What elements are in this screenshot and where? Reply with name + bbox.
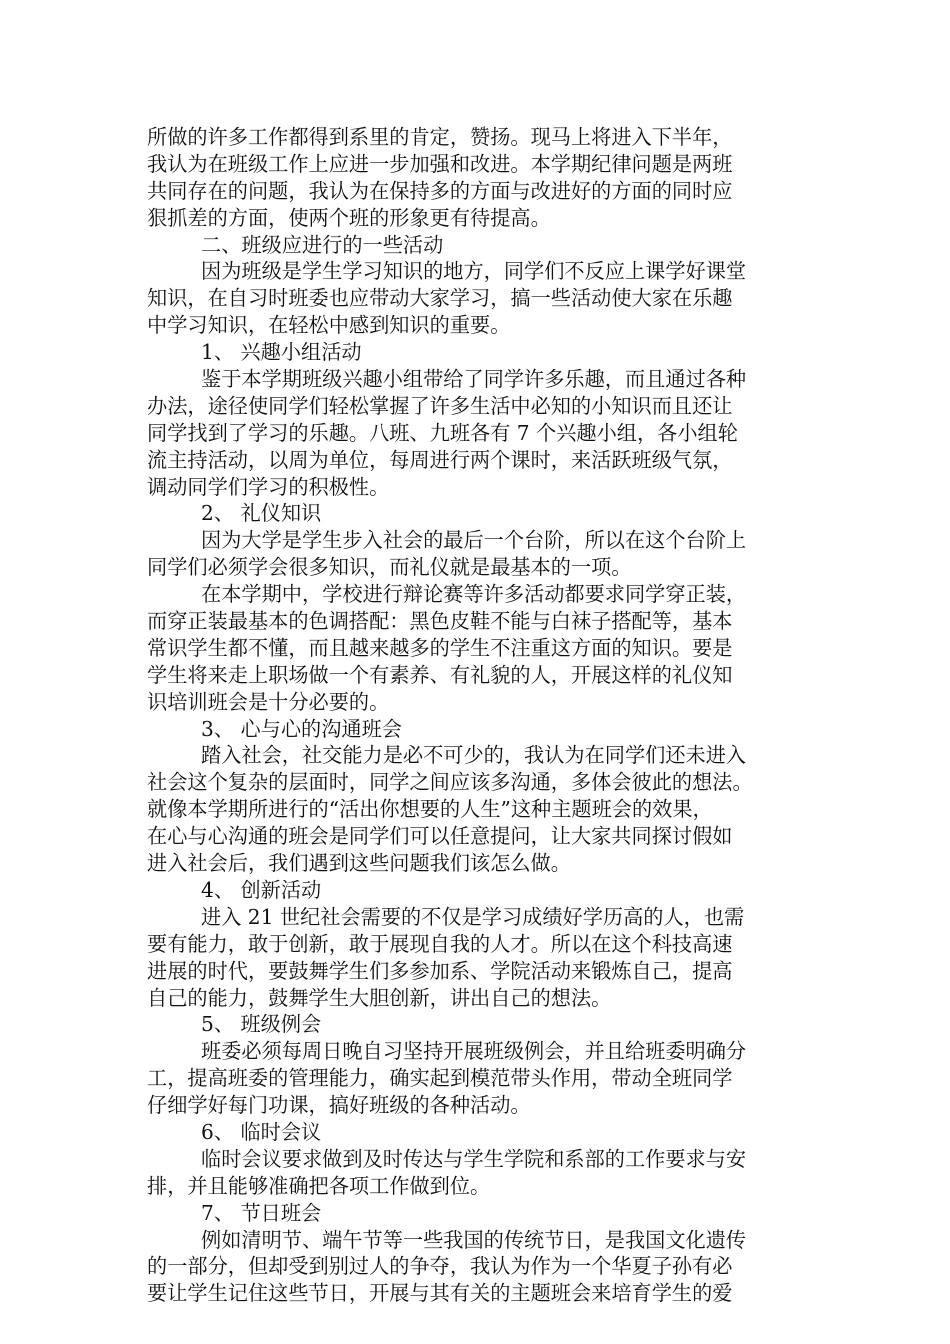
document-page (147, 124, 809, 1307)
paragraph-first-line: 班委必须每周日晚自习坚持开展班级例会，并且给班委明确分 (201, 1039, 747, 1064)
body-line: 进入社会后，我们遇到这些问题我们该怎么做。 (147, 851, 571, 876)
subsection-heading: 1、 兴趣小组活动 (201, 340, 362, 365)
paragraph-first-line: 例如清明节、端午节等一些我国的传统节日，是我国文化遗传 (201, 1227, 747, 1252)
body-line: 工，提高班委的管理能力，确实起到模范带头作用，带动全班同学 (147, 1066, 733, 1091)
section-heading: 二、班级应进行的一些活动 (201, 232, 444, 257)
paragraph-first-line: 因为大学是学生步入社会的最后一个台阶，所以在这个台阶上 (201, 528, 747, 553)
body-line: 中学习知识，在轻松中感到知识的重要。 (147, 313, 511, 338)
body-line: 办法，途径使同学们轻松掌握了许多生活中必知的小知识而且还让 (147, 393, 733, 418)
body-line: 流主持活动，以周为单位，每周进行两个课时，来活跃班级气氛， (147, 447, 733, 472)
body-line: 狠抓差的方面，使两个班的形象更有待提高。 (147, 205, 551, 230)
subsection-heading: 6、 临时会议 (201, 1119, 322, 1144)
subsection-heading: 7、 节日班会 (201, 1200, 322, 1225)
body-line: 仔细学好每门功课，搞好班级的各种活动。 (147, 1093, 531, 1118)
body-line: 排，并且能够准确把各项工作做到位。 (147, 1173, 491, 1198)
body-line: 而穿正装最基本的色调搭配：黑色皮鞋不能与白袜子搭配等，基本 (147, 609, 733, 634)
body-line: 进展的时代，要鼓舞学生们多参加系、学院活动来锻炼自己，提高 (147, 958, 733, 983)
body-line: 社会这个复杂的层面时，同学之间应该多沟通，多体会彼此的想法。 (147, 770, 753, 795)
body-line: 共同存在的问题，我认为在保持多的方面与改进好的方面的同时应 (147, 178, 733, 203)
body-line: 知识，在自习时班委也应带动大家学习，搞一些活动使大家在乐趣 (147, 286, 733, 311)
paragraph-first-line: 因为班级是学生学习知识的地方，同学们不反应上课学好课堂 (201, 259, 747, 284)
paragraph-first-line: 进入 21 世纪社会需要的不仅是学习成绩好学历高的人，也需 (201, 904, 745, 929)
paragraph-first-line: 鉴于本学期班级兴趣小组带给了同学许多乐趣，而且通过各种 (201, 367, 747, 392)
body-line: 同学们必须学会很多知识，而礼仪就是最基本的一项。 (147, 555, 632, 580)
body-line: 常识学生都不懂，而且越来越多的学生不注重这方面的知识。要是 (147, 635, 733, 660)
subsection-heading: 3、 心与心的沟通班会 (201, 716, 402, 741)
paragraph-first-line: 临时会议要求做到及时传达与学生学院和系部的工作要求与安 (201, 1146, 747, 1171)
body-line: 我认为在班级工作上应进一步加强和改进。本学期纪律问题是两班 (147, 151, 733, 176)
paragraph-first-line: 踏入社会，社交能力是必不可少的，我认为在同学们还未进入 (201, 743, 747, 768)
body-line: 就像本学期所进行的“活出你想要的人生”这种主题班会的效果， (147, 797, 713, 822)
subsection-heading: 4、 创新活动 (201, 877, 322, 902)
body-line: 在心与心沟通的班会是同学们可以任意提问，让大家共同探讨假如 (147, 824, 733, 849)
body-line: 的一部分，但却受到别过人的争夺，我认为作为一个华夏子孙有必 (147, 1254, 733, 1279)
subsection-heading: 5、 班级例会 (201, 1012, 322, 1037)
paragraph-first-line: 在本学期中，学校进行辩论赛等许多活动都要求同学穿正装， (201, 582, 747, 607)
subsection-heading: 2、 礼仪知识 (201, 501, 322, 526)
body-line: 同学找到了学习的乐趣。八班、九班各有 7 个兴趣小组，各小组轮 (147, 420, 738, 445)
body-line: 要有能力，敢于创新，敢于展现自我的人才。所以在这个科技高速 (147, 931, 733, 956)
body-line: 要让学生记住这些节日，开展与其有关的主题班会来培育学生的爱 (147, 1281, 733, 1306)
body-line: 所做的许多工作都得到系里的肯定，赞扬。现马上将进入下半年， (147, 125, 733, 149)
body-line: 自己的能力，鼓舞学生大胆创新，讲出自己的想法。 (147, 985, 612, 1010)
body-line: 学生将来走上职场做一个有素养、有礼貌的人，开展这样的礼仪知 (147, 662, 733, 687)
body-line: 调动同学们学习的积极性。 (147, 474, 390, 499)
body-line: 识培训班会是十分必要的。 (147, 689, 390, 714)
